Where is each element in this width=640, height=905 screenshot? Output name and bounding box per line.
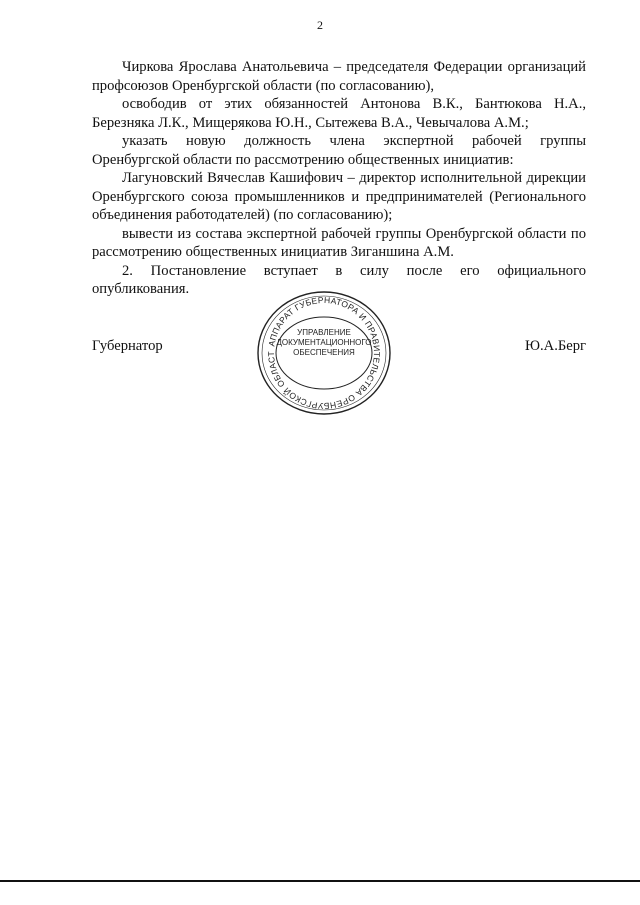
official-stamp (250, 288, 398, 418)
page-number: 2 (317, 18, 323, 32)
stamp-center-line: ДОКУМЕНТАЦИОННОГО (276, 338, 372, 347)
stamp-center-text (274, 328, 374, 358)
stamp-ring-text: АППАРАТ ГУБЕРНАТОРА И ПРАВИТЕЛЬСТВА ОРЕНБУРГСКОЙ ОБЛАСТ (265, 294, 383, 412)
paragraph-lagunovsky: Лагуновский Вячеслав Кашифович – директор исполнительной дирекции Оренбургского союза промышленников и предпринимателей (Регионального объединения работодателей) (по согласованию); (92, 170, 586, 223)
bottom-rule (0, 880, 640, 882)
paragraph-release-members: освободив от этих обязанностей Антонова В.К., Бантюкова Н.А., Березняка Л.К., Мищерякова Ю.Н., Сытежева В.А., Чевычалова А.М.; (92, 96, 586, 131)
document-body (92, 58, 586, 299)
signatory-title: Губернатор (92, 338, 163, 354)
paragraph-new-position: указать новую должность члена экспертной рабочей группы Оренбургской области по рассмотрению общественных инициатив: (92, 133, 586, 168)
stamp-center-line: ОБЕСПЕЧЕНИЯ (293, 348, 355, 357)
paragraph-chirkov: Чиркова Ярослава Анатольевича – председателя Федерации организаций профсоюзов Оренбургской области (по согласованию), (92, 59, 586, 94)
stamp-center-line: УПРАВЛЕНИЕ (297, 328, 351, 337)
paragraph-effective-date: 2. Постановление вступает в силу после его официального опубликования. (92, 262, 586, 297)
paragraph-remove-member: вывести из состава экспертной рабочей группы Оренбургской области по рассмотрению общественных инициатив Зиганшина А.М. (92, 225, 586, 260)
signatory-name: Ю.А.Берг (525, 338, 586, 354)
